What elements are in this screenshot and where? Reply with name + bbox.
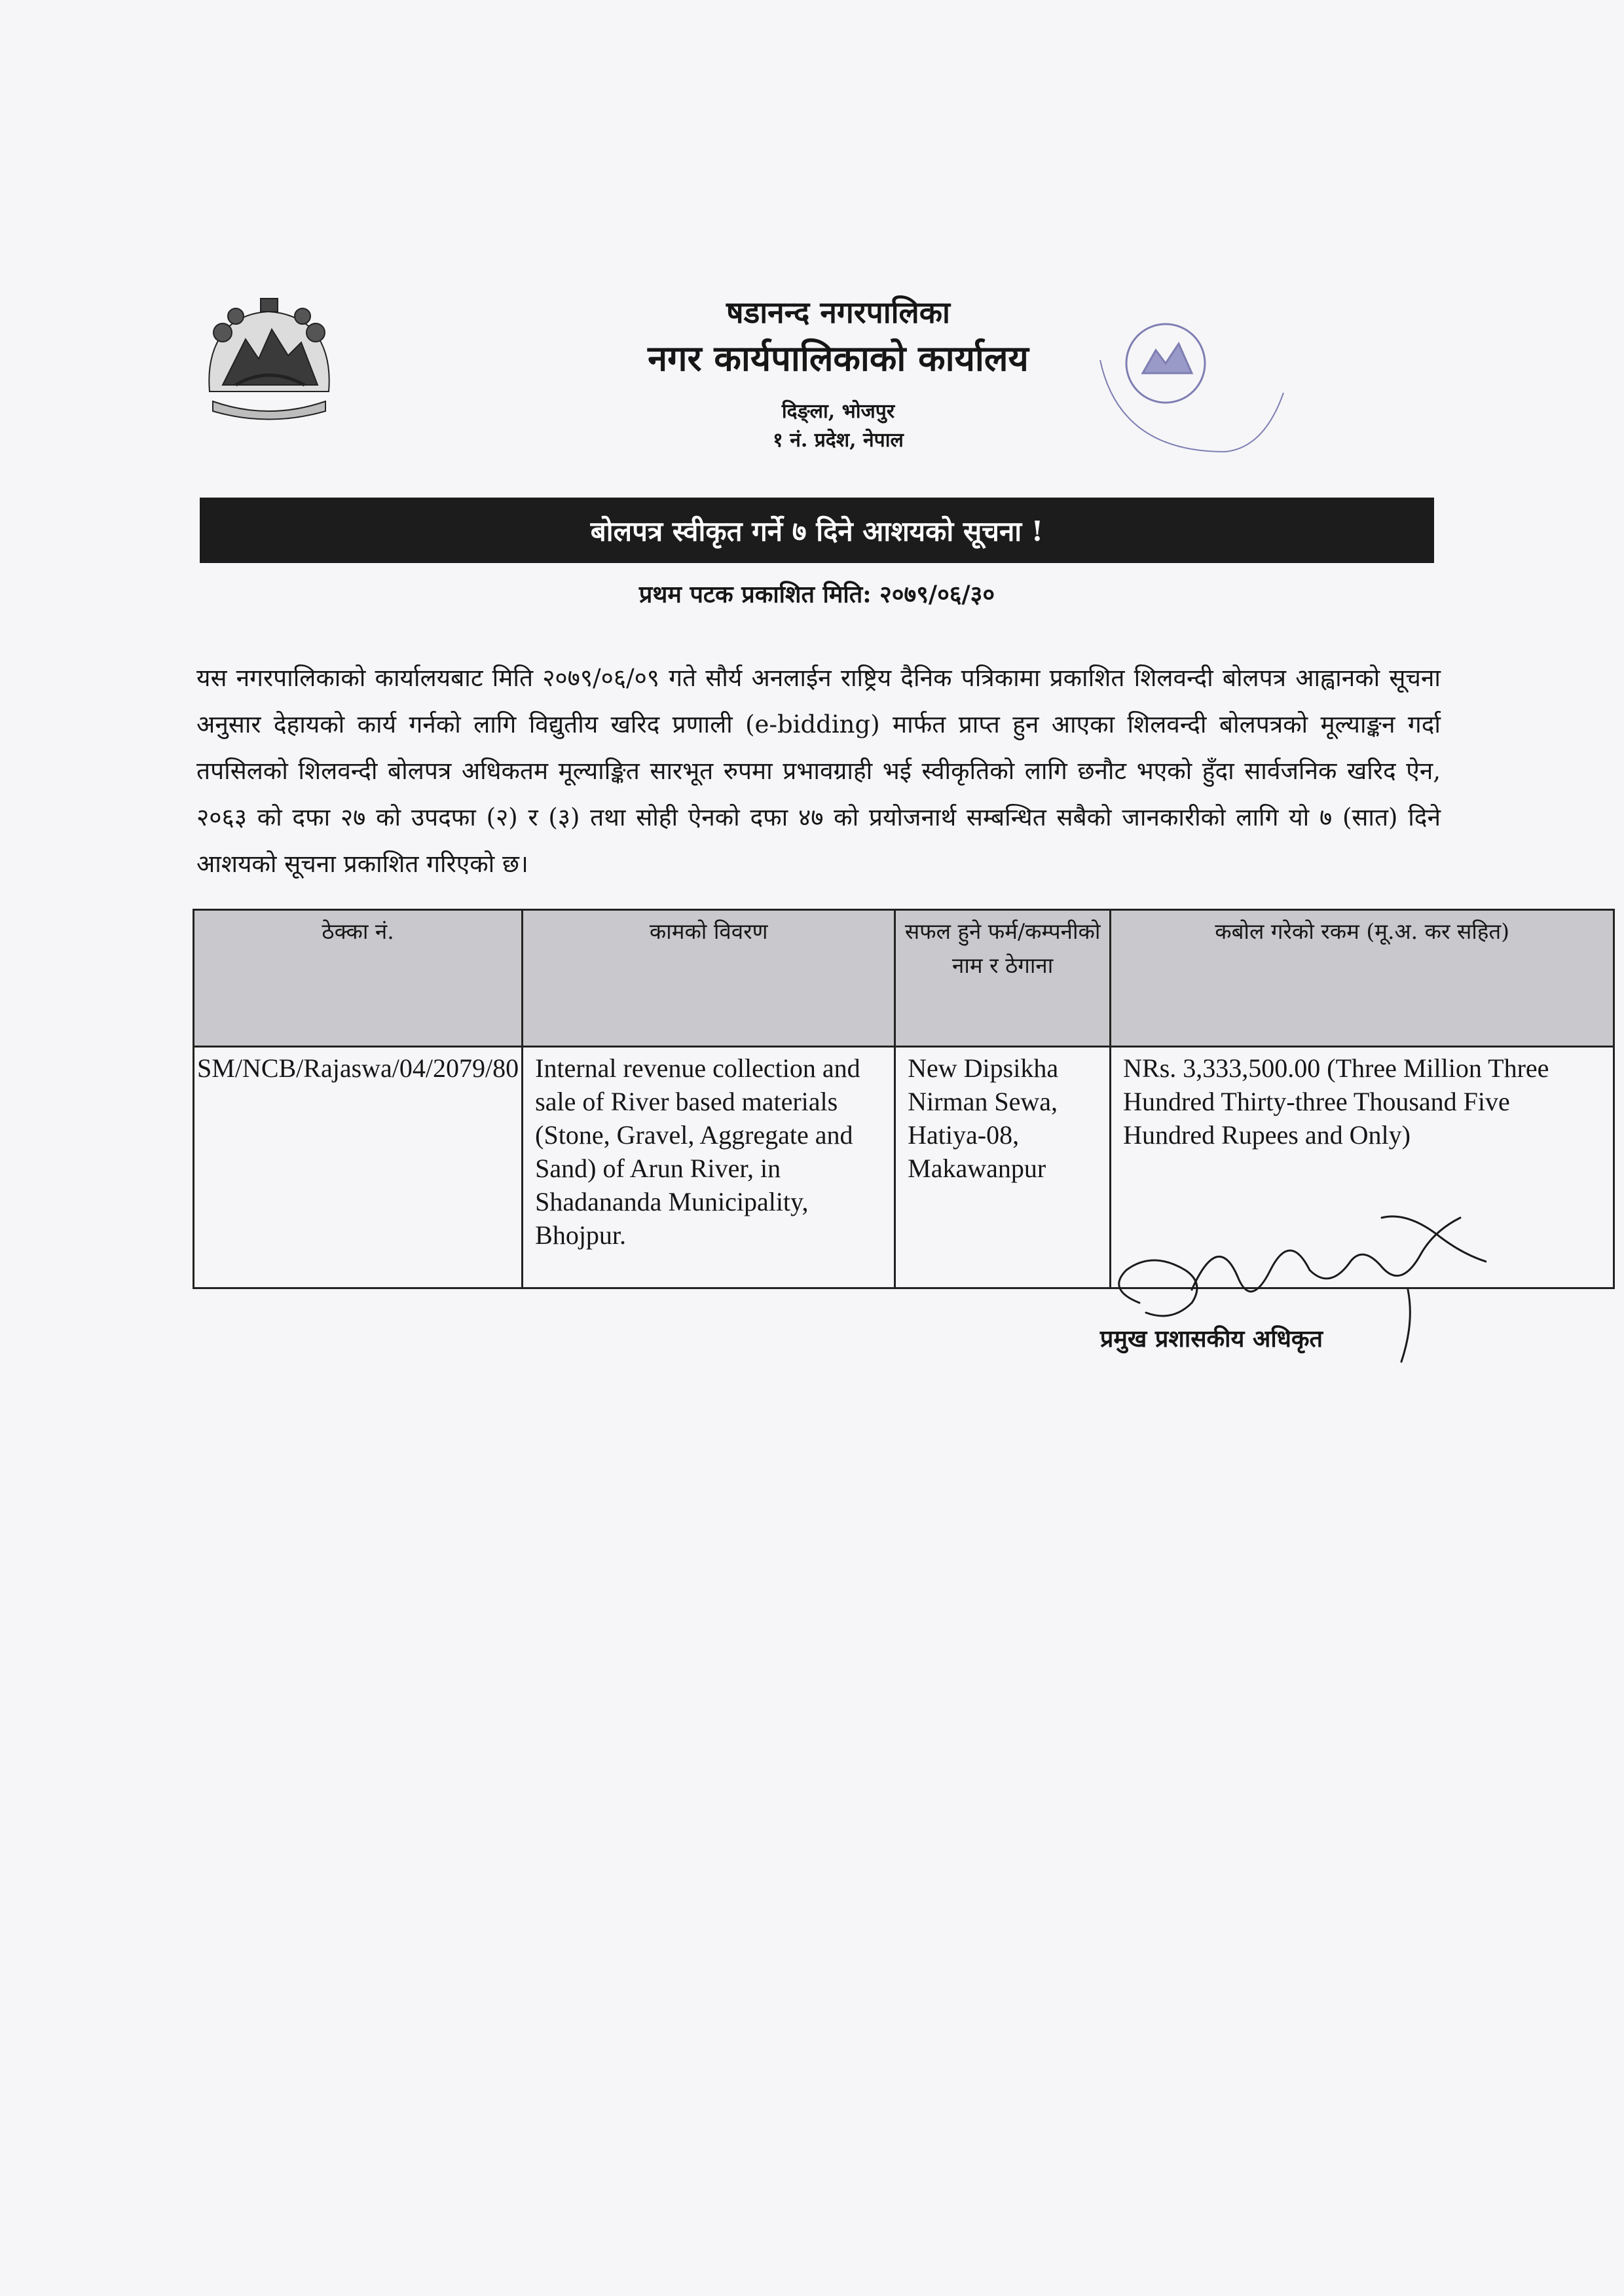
office-stamp-icon	[1074, 301, 1297, 498]
notice-title: बोलपत्र स्वीकृत गर्ने ७ दिने आशयको सूचना !	[590, 515, 1044, 547]
cell-firm: New Dipsikha Nirman Sewa, Hatiya-08, Makawanpur	[895, 1047, 1111, 1288]
address-line-1: दिङ्ला, भोजपुर	[781, 400, 895, 423]
header-contract-no: ठेक्का नं.	[194, 910, 523, 1047]
cell-contract-no: SM/NCB/Rajaswa/04/2079/80	[194, 1047, 523, 1288]
municipality-name: षडानन्द नगरपालिका	[726, 295, 950, 330]
address-line-2: १ नं. प्रदेश, नेपाल	[773, 429, 904, 452]
letterhead	[511, 291, 1166, 455]
header-amount: कबोल गरेको रकम (मू.अ. कर सहित)	[1111, 910, 1614, 1047]
cell-description: Internal revenue collection and sale of River based materials (Stone, Gravel, Aggregate and Sand) of Arun River, in Shadananda Municipality, Bhojpur.	[523, 1047, 895, 1288]
office-name: नगर कार्यपालिकाको कार्यालय	[648, 337, 1029, 379]
header-firm: सफल हुने फर्म/कम्पनीको नाम र ठेगाना	[895, 910, 1111, 1047]
notice-title-banner	[200, 498, 1434, 563]
signatory-title: प्रमुख प्रशासकीय अधिकृत	[1099, 1325, 1323, 1353]
nepal-emblem-icon	[196, 293, 342, 424]
cell-amount: NRs. 3,333,500.00 (Three Million Three Hundred Thirty-three Thousand Five Hundred Rupees and Only)	[1111, 1047, 1614, 1288]
table-header-row	[194, 910, 1614, 1047]
notice-body: यस नगरपालिकाको कार्यालयबाट मिति २०७९/०६/०९ गते सौर्य अनलाईन राष्ट्रिय दैनिक पत्रिकामा प्रकाशित शिलवन्दी बोलपत्र आह्वानको सूचना अनुसार देहायको कार्य गर्नको लागि विद्युतीय खरिद प्रणाली (e-bidding) मार्फत प्राप्त हुन आएका शिलवन्दी बोलपत्रको मूल्याङ्कन गर्दा तपसिलको शिलवन्दी बोलपत्र अधिकतम मूल्याङ्कित सारभूत रुपमा प्रभावग्राही भई स्वीकृतिको लागि छनौट भएको हुँदा सार्वजनिक खरिद ऐन, २०६३ को दफा २७ को उपदफा (२) र (३) तथा सोही ऐनको दफा ४७ को प्रयोजनार्थ सम्बन्धित सबैको जानकारीको लागि यो ७ (सात) दिने आशयको सूचना प्रकाशित गरिएको छ।	[196, 664, 1441, 878]
published-date: प्रथम पटक प्रकाशित मिति: २०७९/०६/३०	[638, 581, 995, 608]
header-description: कामको विवरण	[523, 910, 895, 1047]
